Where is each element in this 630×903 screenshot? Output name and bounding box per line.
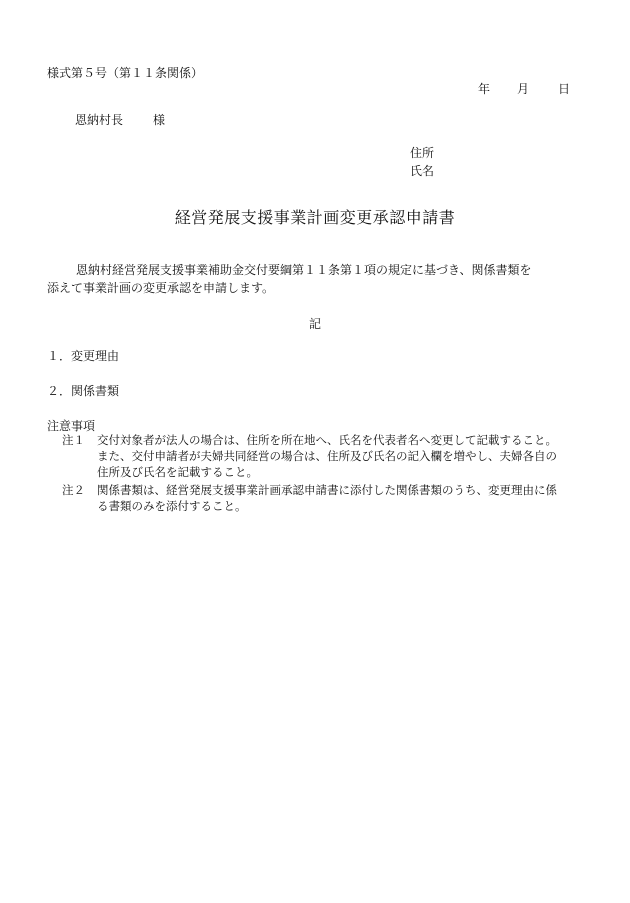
date-day-label: 日 <box>558 82 571 96</box>
ki-heading: 記 <box>308 317 321 331</box>
form-number: 様式第５号（第１１条関係） <box>47 66 204 80</box>
addressee-suffix: 様 <box>153 113 166 127</box>
body-text-line-2: 添えて事業計画の変更承認を申請します。 <box>47 281 275 295</box>
notes-heading: 注意事項 <box>47 419 96 433</box>
note-2-line-2: る書類のみを添付すること。 <box>97 499 247 513</box>
note-2-label: 注２ <box>62 483 85 497</box>
date-year-label: 年 <box>478 82 491 96</box>
addressee-name: 恩納村長 <box>75 113 124 127</box>
note-1-line-2: また、交付申請者が夫婦共同経営の場合は、住所及び氏名の記入欄を増やし、夫婦各自の <box>97 449 557 463</box>
item-related-documents: ２．関係書類 <box>47 384 120 398</box>
body-text-line-1: 恩納村経営発展支援事業補助金交付要綱第１１条第１項の規定に基づき、関係書類を <box>76 263 532 277</box>
note-2-line-1: 関係書類は、経営発展支援事業計画承認申請書に添付した関係書類のうち、変更理由に係 <box>97 483 557 497</box>
item-change-reason: １．変更理由 <box>47 349 120 363</box>
applicant-name-label: 氏名 <box>410 164 435 178</box>
note-1-line-1: 交付対象者が法人の場合は、住所を所在地へ、氏名を代表者名へ変更して記載すること。 <box>97 433 557 447</box>
note-1-label: 注１ <box>62 433 85 447</box>
applicant-address-label: 住所 <box>410 146 435 160</box>
date-month-label: 月 <box>517 82 530 96</box>
note-1-line-3: 住所及び氏名を記載すること。 <box>97 465 258 479</box>
document-title: 経営発展支援事業計画変更承認申請書 <box>174 208 456 227</box>
